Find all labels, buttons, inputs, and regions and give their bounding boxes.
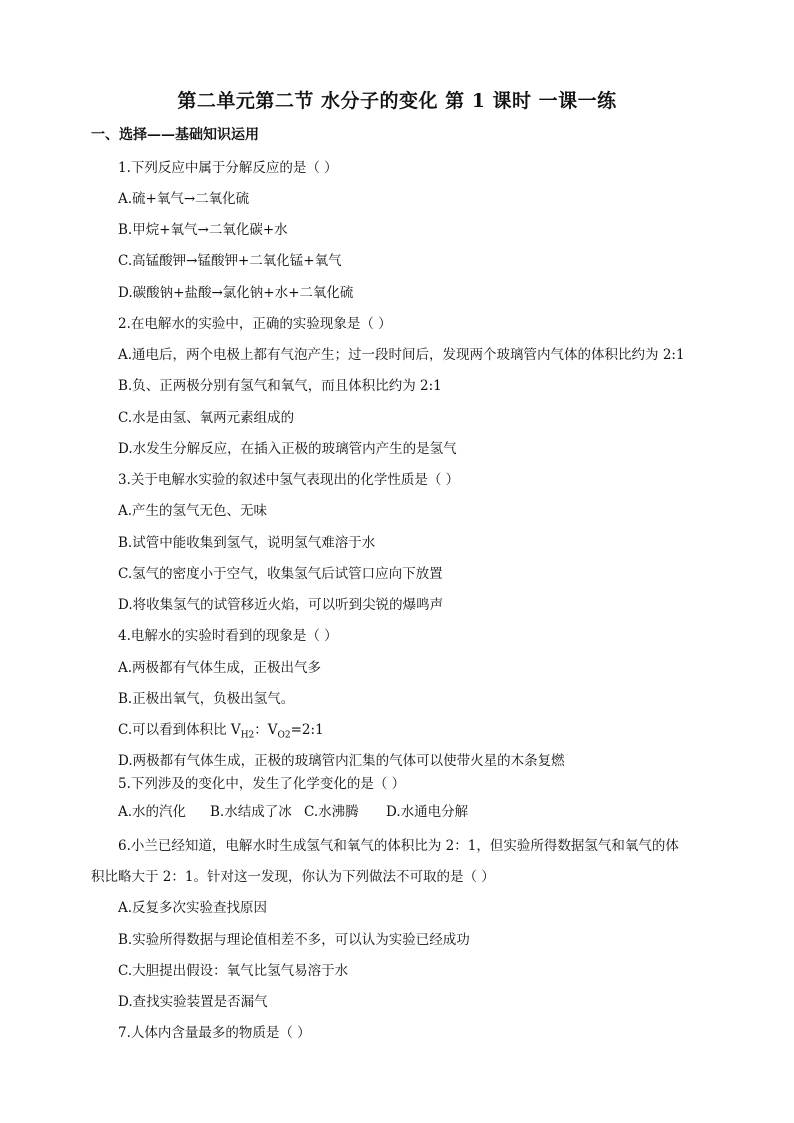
question-1-stem: 1.下列反应中属于分解反应的是（ ） — [118, 160, 338, 176]
question-3-option-a: A.产生的氢气无色、无味 — [118, 503, 268, 519]
question-6-stem-line-2: 积比略大于 2：1。针对这一发现，你认为下列做法不可取的是（ ） — [91, 869, 495, 885]
question-1-option-b: B.甲烷+氧气→二氧化碳+水 — [118, 222, 288, 238]
question-4-option-c — [118, 718, 324, 741]
question-4-option-c-prefix: C.可以看到体积比 V — [118, 722, 241, 738]
question-3-option-b: B.试管中能收集到氢气，说明氢气难溶于水 — [118, 535, 376, 551]
question-4-option-b: B.正极出氧气，负极出氢气。 — [118, 691, 295, 707]
question-5-option-d: D.水通电分解 — [386, 804, 469, 820]
question-2-option-c: C.水是由氢、氧两元素组成的 — [118, 410, 295, 426]
question-6-option-a: A.反复多次实验查找原因 — [118, 900, 268, 916]
question-4-option-a: A.两极都有气体生成，正极出气多 — [118, 660, 322, 676]
question-4-stem: 4.电解水的实验时看到的现象是（ ） — [118, 628, 338, 644]
question-4-option-d: D.两极都有气体生成，正极的玻璃管内汇集的气体可以使带火星的木条复燃 — [118, 753, 565, 769]
question-6-option-d: D.查找实验装置是否漏气 — [118, 994, 268, 1010]
section-heading: 一、选择——基础知识运用 — [91, 127, 259, 143]
question-5-stem: 5.下列涉及的变化中，发生了化学变化的是（ ） — [118, 776, 406, 792]
question-2-stem: 2.在电解水的实验中，正确的实验现象是（ ） — [118, 316, 392, 332]
question-6-option-b: B.实验所得数据与理论值相差不多，可以认为实验已经成功 — [118, 932, 470, 948]
question-4-option-c-mid: ：V — [254, 722, 278, 738]
question-1-option-c: C.高锰酸钾→锰酸钾+二氧化锰+氧气 — [118, 253, 342, 269]
question-2-option-d: D.水发生分解反应，在插入正极的玻璃管内产生的是氢气 — [118, 441, 457, 457]
question-2-option-a: A.通电后，两个电极上都有气泡产生；过一段时间后，发现两个玻璃管内气体的体积比约为 2:1 — [118, 347, 685, 363]
question-5-option-a: A.水的汽化 — [118, 804, 187, 820]
question-1-option-a: A.硫+氧气→二氧化硫 — [118, 191, 250, 207]
question-4-option-c-suffix: =2:1 — [290, 722, 324, 738]
o2-subscript: O2 — [277, 730, 291, 741]
question-7-stem: 7.人体内含量最多的物质是（ ） — [118, 1025, 311, 1041]
question-1-option-d: D.碳酸钠+盐酸→氯化钠+水+二氧化硫 — [118, 285, 354, 301]
question-5-options — [118, 800, 468, 820]
question-3-option-d: D.将收集氢气的试管移近火焰，可以听到尖锐的爆鸣声 — [118, 597, 444, 613]
question-5-option-b: B.水结成了冰 — [210, 804, 292, 820]
question-6-stem-line-1: 6.小兰已经知道，电解水时生成氢气和氧气的体积比为 2：1，但实验所得数据氢气和氧气的体 — [118, 838, 679, 854]
question-5-option-c: C.水沸腾 — [304, 804, 359, 820]
h2-subscript: H2 — [240, 730, 255, 741]
question-3-stem: 3.关于电解水实验的叙述中氢气表现出的化学性质是（ ） — [118, 472, 460, 488]
question-3-option-c: C.氢气的密度小于空气，收集氢气后试管口应向下放置 — [118, 566, 443, 582]
page-title: 第二单元第二节 水分子的变化 第 1 课时 一课一练 — [177, 90, 617, 112]
question-2-option-b: B.负、正两极分别有氢气和氧气，而且体积比约为 2:1 — [118, 378, 442, 394]
question-6-option-c: C.大胆提出假设：氧气比氢气易溶于水 — [118, 963, 349, 979]
